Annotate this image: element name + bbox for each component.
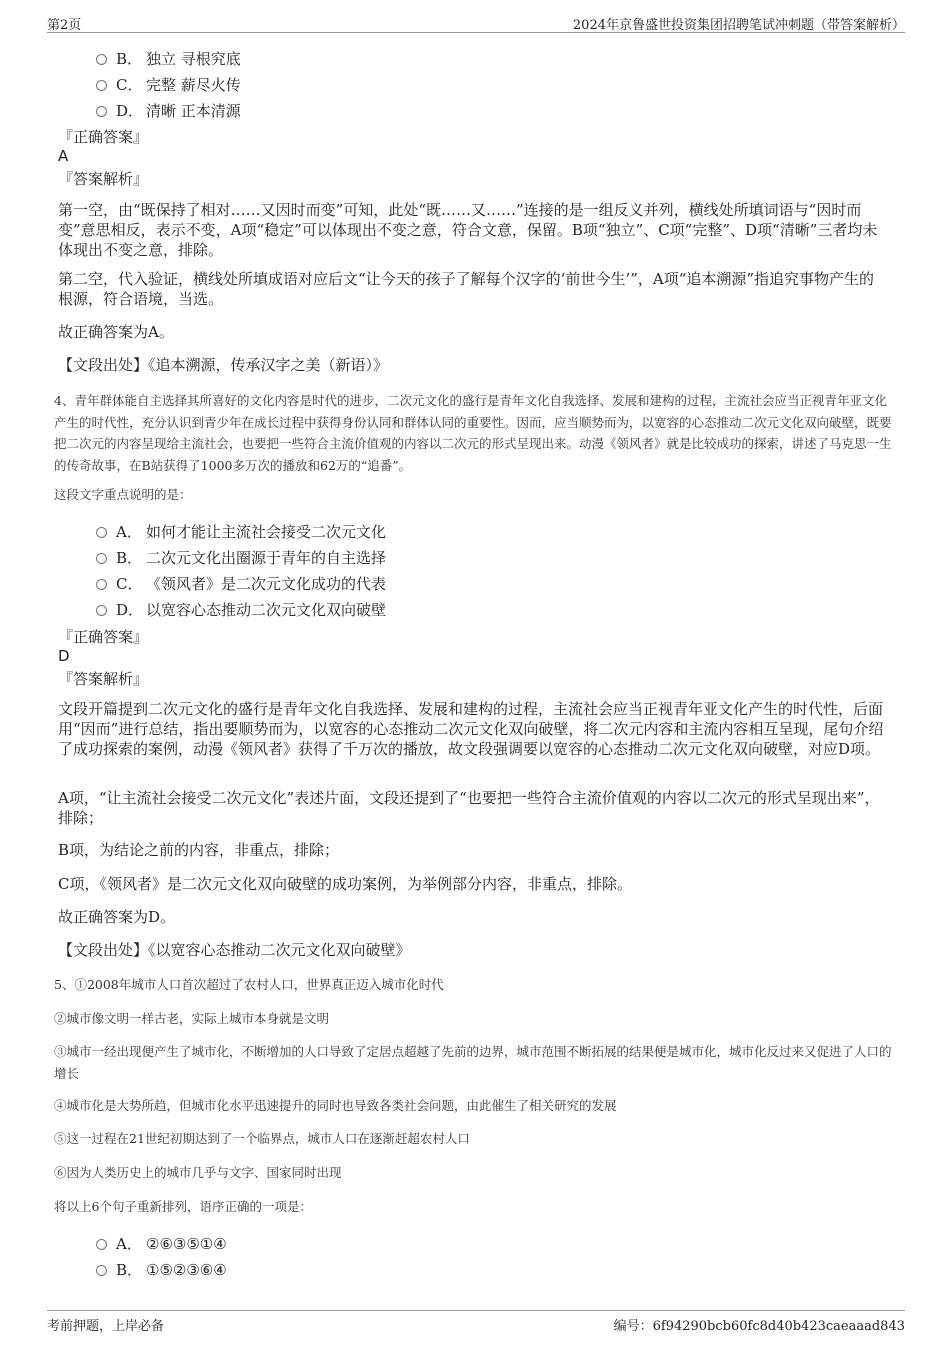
q4-option-a[interactable]: A． 如何才能让主流社会接受二次元文化 [96, 521, 386, 541]
page-number: 第2页 [47, 18, 82, 33]
q3-source: 【文段出处】《追本溯源，传承汉字之美（新语）》 [58, 356, 389, 374]
q4-stem: 4、青年群体能自主选择其所喜好的文化内容是时代的进步，二次元文化的盛行是青年文化自我选择、发展和建构的过程，主流社会应当正视青年亚文化产生的时代性，充分认识到青少年在成长过程中获得身份认同和群体认同的重要性。因而，应当顺势而为，以宽容的心态推动二次元文化双向破壁，既要把二次元的内容呈现给主流社会，也要把一些符合主流价值观的内容以二次元的形式呈现出来。动漫《领风者》就是比较成功的探索，讲述了马克思一生的传奇故事，在B站获得了1000多万次的播放和62万的“追番”。 [54, 393, 892, 473]
q4-option-d[interactable]: D． 以宽容心态推动二次元文化双向破壁 [96, 599, 386, 619]
q3-answer-label: 『正确答案』 [58, 128, 149, 146]
q4-option-b[interactable]: B． 二次元文化出圈源于青年的自主选择 [96, 547, 386, 567]
page-footer [47, 1310, 905, 1335]
q5-option-a[interactable]: A． ②⑥③⑤①④ [96, 1233, 227, 1253]
q4-answer: D [58, 647, 70, 665]
q3-conclusion: 故正确答案为A。 [58, 323, 174, 341]
q5-sentence-4: ④城市化是大势所趋，但城市化水平迅速提升的同时也导致各类社会问题，由此催生了相关研究的发展 [54, 1098, 617, 1113]
q5-sentence-2: ②城市像文明一样古老，实际上城市本身就是文明 [54, 1011, 330, 1026]
radio-icon[interactable] [96, 579, 107, 590]
q4-answer-label: 『正确答案』 [58, 628, 149, 646]
q3-analysis-paragraph: 第一空，由“既保持了相对……又因时而变”可知，此处“既……又……”连接的是一组反义并列，横线处所填词语与“因时而变”意思相反，表示不变，A项“稳定”可以体现出不变之意，符合文意，保留。B项“独立”、C项“完整”、D项“清晰”三者均未体现出不变之意，排除。 [58, 201, 878, 259]
radio-icon[interactable] [96, 54, 107, 65]
q4-analysis-paragraph: A项，“让主流社会接受二次元文化”表述片面，文段还提到了“也要把一些符合主流价值观的内容以二次元的形式呈现出来”，排除； [58, 789, 880, 827]
q4-conclusion: 故正确答案为D。 [58, 908, 176, 926]
q3-option-b[interactable]: B． 独立 寻根究底 [96, 48, 241, 68]
document-code: 编号：6f94290bcb60fc8d40b423caeaaad843 [613, 1319, 905, 1334]
q3-answer: A [58, 147, 69, 165]
q5-sentence-5: ⑤这一过程在21世纪初期达到了一个临界点，城市人口在逐渐赶超农村人口 [54, 1131, 470, 1146]
q5-option-b[interactable]: B． ①⑤②③⑥④ [96, 1259, 227, 1279]
q4-analysis-label: 『答案解析』 [58, 670, 149, 688]
q4-prompt: 这段文字重点说明的是： [54, 487, 192, 502]
q5-prompt: 将以上6个句子重新排列，语序正确的一项是： [54, 1199, 312, 1214]
radio-icon[interactable] [96, 553, 107, 564]
radio-icon[interactable] [96, 106, 107, 117]
radio-icon[interactable] [96, 605, 107, 616]
document-title: 2024年京鲁盛世投资集团招聘笔试冲刺题（带答案解析） [572, 18, 905, 33]
q3-option-c[interactable]: C． 完整 薪尽火传 [96, 74, 241, 94]
q4-analysis-paragraph: C项，《领风者》是二次元文化双向破壁的成功案例，为举例部分内容，非重点，排除。 [58, 875, 632, 893]
q5-sentence-1: 5、①2008年城市人口首次超过了农村人口，世界真正迈入城市化时代 [54, 977, 444, 992]
q4-option-c[interactable]: C． 《领风者》是二次元文化成功的代表 [96, 573, 386, 593]
footer-slogan: 考前押题，上岸必备 [47, 1319, 165, 1334]
q3-option-d[interactable]: D． 清晰 正本清源 [96, 100, 241, 120]
radio-icon[interactable] [96, 80, 107, 91]
q3-analysis-label: 『答案解析』 [58, 170, 149, 188]
radio-icon[interactable] [96, 527, 107, 538]
page-header [47, 12, 905, 33]
q3-analysis-paragraph: 第二空，代入验证，横线处所填成语对应后文“让今天的孩子了解每个汉字的‘前世今生’”，A项“追本溯源”指追究事物产生的根源，符合语境，当选。 [58, 270, 875, 308]
radio-icon[interactable] [96, 1239, 107, 1250]
q4-analysis-paragraph: B项，为结论之前的内容，非重点，排除； [58, 841, 340, 859]
q4-analysis-paragraph: 文段开篇提到二次元文化的盛行是青年文化自我选择、发展和建构的过程，主流社会应当正视青年亚文化产生的时代性，后面用“因而”进行总结，指出要顺势而为，以宽容的心态推动二次元文化双向破壁，将二次元内容和主流内容相互呈现，尾句介绍了成功探索的案例，动漫《领风者》获得了千万次的播放，故文段强调要以宽容的心态推动二次元文化双向破壁，对应D项。 [58, 700, 884, 758]
q5-sentence-3: ③城市一经出现便产生了城市化，不断增加的人口导致了定居点超越了先前的边界，城市范围不断拓展的结果便是城市化，城市化反过来又促进了人口的增长 [54, 1044, 892, 1081]
q5-sentence-6: ⑥因为人类历史上的城市几乎与文字、国家同时出现 [54, 1165, 342, 1180]
radio-icon[interactable] [96, 1265, 107, 1276]
q4-source: 【文段出处】《以宽容心态推动二次元文化双向破壁》 [58, 941, 411, 959]
